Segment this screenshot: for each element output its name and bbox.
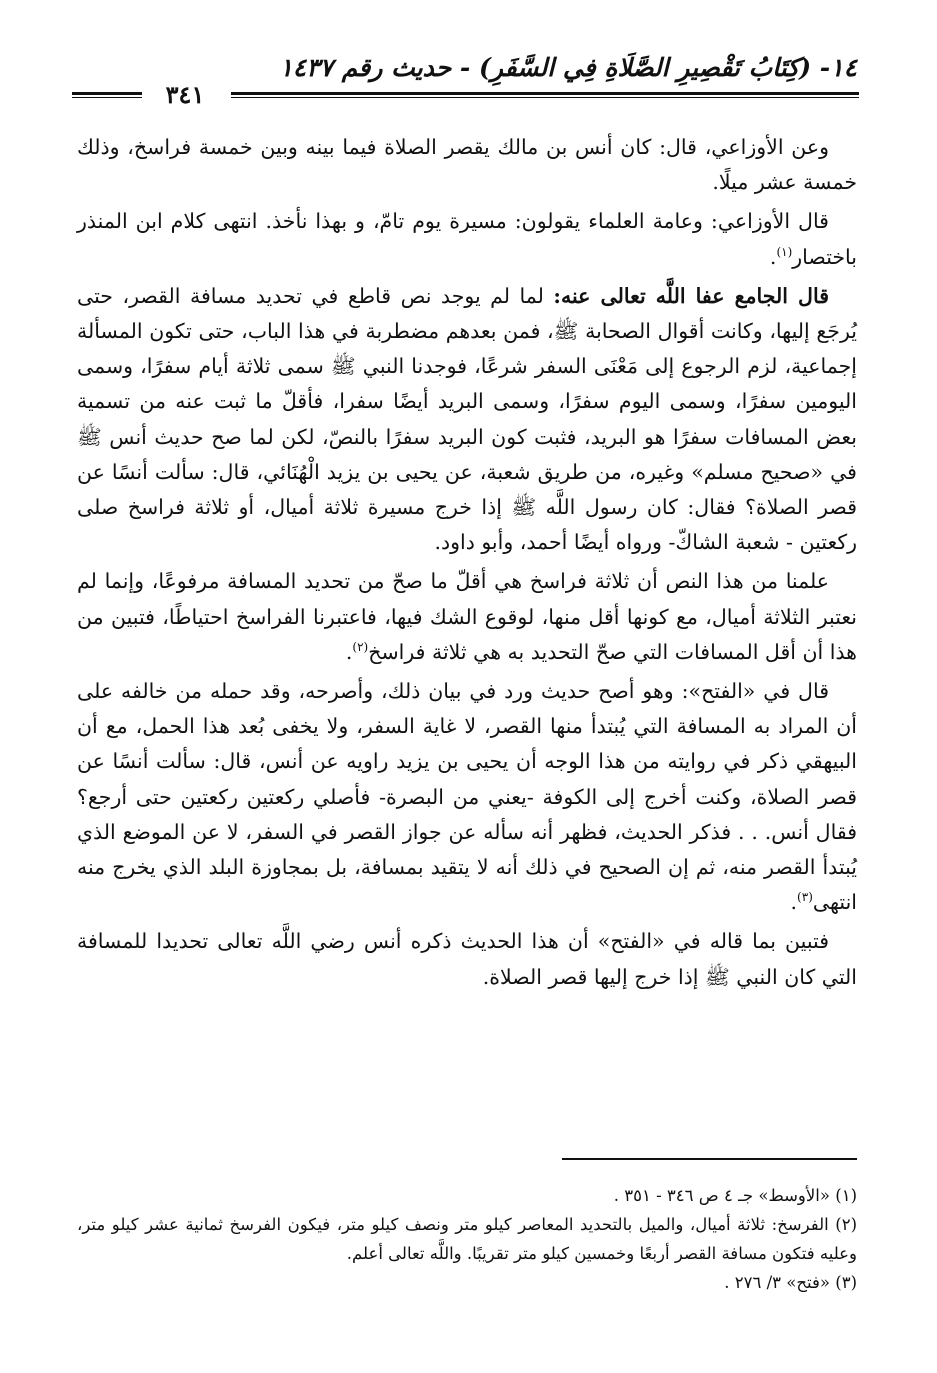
header-rule-right-thin	[231, 97, 859, 98]
paragraph	[77, 204, 857, 274]
footnote-ref: (٢)	[352, 640, 369, 655]
paragraph-text: علمنا من هذا النص أن ثلاثة فراسخ هي أقلّ ما صحّ من تحديد المسافة مرفوعًا، وإنما لم نعتبر الثلاثة أميال، مع كونها أقل منها، لوقوع الشك فيها، فاعتبرنا الفراسخ احتياطًا، فتبين من هذا أن أقل المسافات التي صحّ التحديد به هي ثلاثة فراسخ	[77, 569, 857, 664]
paragraph	[77, 564, 857, 670]
header-rule-left-thick	[72, 92, 142, 95]
header-rule-left-thin	[72, 97, 142, 98]
paragraph-lead: قال الجامع عفا اللَّه تعالى عنه:	[553, 283, 829, 308]
footnote-ref: (٣)	[797, 890, 813, 905]
paragraph-tail: .	[345, 639, 353, 664]
running-header-title: ١٤- (كِتَابُ تَقْصِيرِ الصَّلَاةِ فِي السَّفَرِ) - حديث رقم ١٤٣٧	[279, 53, 857, 82]
paragraph-tail: .	[769, 244, 777, 269]
page-number: ٣٤١	[165, 80, 205, 109]
paragraph	[77, 674, 857, 920]
footnote-separator	[562, 1158, 857, 1160]
paragraph-tail: .	[790, 890, 798, 915]
footnote: (١) «الأوسط» جـ ٤ ص ٣٤٦ - ٣٥١ .	[613, 1186, 857, 1205]
paragraph	[77, 279, 857, 561]
header-rule-right-thick	[231, 92, 859, 95]
paragraph-text: وعن الأوزاعي، قال: كان أنس بن مالك يقصر الصلاة فيما بينه وبين خمسة فراسخ، وذلك خمسة عشر ميلًا.	[77, 135, 857, 195]
footnotes	[77, 1181, 857, 1297]
main-text	[77, 130, 857, 999]
paragraph-text: قال الأوزاعي: وعامة العلماء يقولون: مسيرة يوم تامّ، و بهذا نأخذ. انتهى كلام ابن المنذر باختصار	[77, 209, 857, 269]
footnote: (٢) الفرسخ: ثلاثة أميال، والميل بالتحديد المعاصر كيلو متر ونصف كيلو متر، فيكون الفرسخ ثمانية عشر كيلو متر، وعليه فتكون مسافة القصر أربعًا وخمسين كيلو متر تقريبًا. واللَّه تعالى أعلم.	[77, 1215, 857, 1263]
paragraph-text: فتبين بما قاله في «الفتح» أن هذا الحديث ذكره أنس رضي اللَّه تعالى تحديدا للمسافة التي كان النبي ﷺ إذا خرج إليها قصر الصلاة.	[77, 929, 857, 989]
paragraph-text: لما لم يوجد نص قاطع في تحديد مسافة القصر، حتى يُرجَع إليها، وكانت أقوال الصحابة ﷺ، فمن بعدهم مضطربة في هذا الباب، حتى تكون المسألة إجماعية، لزم الرجوع إلى مَعْنَى السفر شرعًا، فوجدنا النبي ﷺ سمى ثلاثة أيام سفرًا، وسمى اليومين سفرًا، وسمى اليوم سفرًا، وسمى البريد أيضًا سفرا، فأقلّ ما ثبت عنه من تسمية بعض المسافات سفرًا هو البريد، فثبت كون البريد سفرًا بالنصّ، لكن لما صح حديث أنس ﷺ في «صحيح مسلم» وغيره، من طريق شعبة، عن يحيى بن يزيد الْهُنَائي، قال: سألت أنسًا عن قصر الصلاة؟ فقال: كان رسول اللَّه ﷺ إذا خرج مسيرة ثلاثة أميال، أو ثلاثة فراسخ صلى ركعتين - شعبة الشاكّ- ورواه أيضًا أحمد، وأبو داود.	[77, 283, 857, 555]
paragraph	[77, 130, 857, 200]
footnote-ref: (١)	[776, 244, 793, 259]
paragraph-text: قال في «الفتح»: وهو أصح حديث ورد في بيان ذلك، وأصرحه، وقد حمله من خالفه على أن المراد به المسافة التي يُبتدأ منها القصر، لا غاية السفر، ولا يخفى بُعد هذا الحمل، مع أن البيهقي ذكر في روايته من هذا الوجه أن يحيى بن يزيد راويه عن أنس، قال: سألت أنسًا عن قصر الصلاة، وكنت أخرج إلى الكوفة -يعني من البصرة- فأصلي ركعتين ركعتين حتى أرجع؟ فقال أنس. . . فذكر الحديث، فظهر أنه سأله عن جواز القصر في السفر، لا عن الموضع الذي يُبتدأ القصر منه، ثم إن الصحيح في ذلك أنه لا يتقيد بمسافة، بل بمجاوزة البلد الذي يخرج منه انتهى	[77, 679, 857, 915]
footnote: (٣) «فتح» ٣/ ٢٧٦ .	[724, 1273, 857, 1292]
paragraph	[77, 924, 857, 994]
